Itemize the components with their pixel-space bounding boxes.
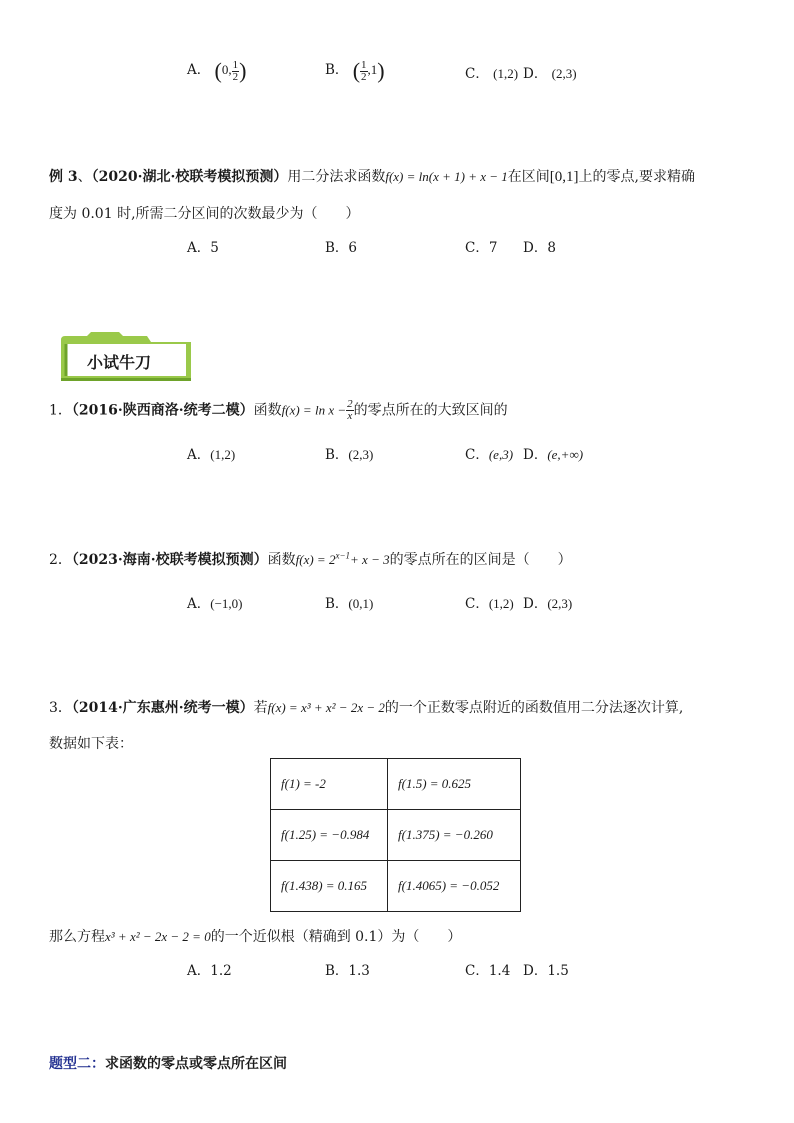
topic2-label: 题型二： [49, 1056, 105, 1072]
q3-line3 [49, 926, 461, 946]
q2-option-b-label: B． [325, 596, 349, 612]
q2-option-a-text: (−1,0) [210, 596, 243, 611]
q3-equation: x³ + x² − 2x − 2 = 0 [105, 929, 211, 944]
q2-option-c[interactable] [465, 592, 514, 612]
q3-option-a[interactable]: A．1.2 [187, 963, 232, 979]
q2-function-tail: + x − 3 [350, 552, 390, 567]
prev-option-d-text: (2,3) [551, 66, 577, 81]
q1-option-c[interactable] [465, 443, 513, 463]
table-cell: f(1.438) = 0.165 [271, 861, 388, 912]
q1-option-b-text: (2,3) [348, 447, 374, 462]
q2-function: f(x) = 2 [295, 552, 336, 567]
q3-values-table [270, 758, 521, 912]
q1-option-a-label: A． [187, 447, 211, 463]
q1-option-c-label: C． [465, 447, 489, 463]
q2-option-a[interactable] [187, 592, 243, 612]
q2-number: 2． [49, 552, 72, 568]
q2-option-d[interactable] [523, 592, 572, 612]
q3-line2: 数据如下表： [49, 736, 133, 752]
q3-line3-a: 那么方程 [49, 929, 105, 945]
q3-function: f(x) = x³ + x² − 2x − 2 [267, 700, 385, 715]
example3-line1 [49, 166, 695, 186]
q2-stem [49, 549, 572, 569]
example3-stem-a: 用二分法求函数 [287, 169, 386, 185]
q2-option-d-label: D． [523, 596, 548, 612]
q2-option-d-text: (2,3) [547, 596, 573, 611]
prev-option-c-label: C． [465, 66, 489, 82]
q3-option-d[interactable]: D．1.5 [523, 963, 569, 979]
q1-stem [49, 399, 508, 422]
example3-source: （2020·湖北·校联考模拟预测） [91, 169, 288, 185]
prev-option-a-interval: (0, $\frac{1}{2}$ ) [214, 58, 247, 84]
q1-option-d[interactable] [523, 443, 583, 463]
topic2-title: 求函数的零点或零点所在区间 [105, 1056, 287, 1072]
q3-number: 3． [49, 700, 72, 716]
prev-option-a[interactable] [187, 58, 246, 83]
q1-stem-b: 的零点所在的大致区间的 [353, 402, 508, 419]
example3-function: f(x) = ln(x + 1) + x − 1 [385, 169, 508, 184]
banner-label: 小试牛刀 [87, 353, 152, 372]
example3-stem-b: 在区间 [507, 169, 550, 185]
q2-option-c-label: C． [465, 596, 489, 612]
example3-prefix: 例 3 [49, 169, 78, 185]
prev-option-c[interactable] [465, 62, 518, 82]
q3-stem-a: 若 [253, 700, 268, 716]
q3-source: （2014·广东惠州·统考一模） [71, 700, 254, 716]
q1-option-c-text: (e,3) [488, 447, 514, 462]
table-cell: f(1) = -2 [271, 759, 388, 810]
example3-sep: 、 [77, 169, 92, 185]
q1-option-d-label: D． [523, 447, 548, 463]
table-row [271, 861, 521, 912]
q1-stem-a: 函数 [253, 402, 282, 419]
q3-line3-b: 的一个近似根（精确到 0.1）为（ ） [210, 929, 462, 945]
q3-option-b[interactable]: B．1.3 [325, 963, 370, 979]
example3-line2: 度为 0.01 时,所需二分区间的次数最少为（ ） [49, 206, 360, 222]
table-row [271, 810, 521, 861]
q1-fraction [346, 399, 354, 422]
q1-number: 1． [49, 402, 72, 419]
example3-interval: [0,1] [549, 169, 579, 185]
table-cell: f(1.25) = −0.984 [271, 810, 388, 861]
q2-stem-a: 函数 [267, 552, 296, 568]
q2-source: （2023·海南·校联考模拟预测） [71, 552, 268, 568]
prev-option-b-interval: ( $\frac{1}{2}$ ,1) [352, 58, 385, 84]
q1-source: （2016·陕西商洛·统考二模） [71, 402, 254, 419]
prev-option-b-label: B． [325, 62, 349, 78]
prev-option-c-text: (1,2) [493, 66, 519, 81]
example3-option-a[interactable]: A．5 [187, 240, 219, 256]
q1-function: f(x) = ln x − [281, 402, 347, 418]
table-row [271, 759, 521, 810]
q2-exponent: x−1 [335, 550, 351, 561]
q1-option-a[interactable] [187, 443, 235, 463]
example3-option-d[interactable]: D．8 [523, 240, 556, 256]
prev-option-d[interactable] [523, 62, 577, 82]
q1-option-b-label: B． [325, 447, 349, 463]
q2-option-b[interactable] [325, 592, 373, 612]
q2-option-a-label: A． [187, 596, 211, 612]
q3-stem-b: 的一个正数零点附近的函数值用二分法逐次计算, [384, 700, 684, 716]
table-cell: f(1.375) = −0.260 [388, 810, 521, 861]
prev-option-d-label: D． [523, 66, 548, 82]
q3-option-c[interactable]: C．1.4 [465, 963, 511, 979]
q1-option-d-text: (e,+∞) [547, 447, 584, 462]
example3-stem-c: 上的零点,要求精确 [578, 169, 695, 185]
q2-stem-b: 的零点所在的区间是（ ） [389, 552, 572, 568]
example3-option-c[interactable]: C．7 [465, 240, 498, 256]
q1-frac-den: x [347, 410, 353, 422]
q1-option-a-text: (1,2) [210, 447, 236, 462]
q1-frac-num: 2 [347, 398, 353, 410]
q3-stem [49, 697, 683, 717]
topic2-heading [49, 1053, 287, 1073]
q1-option-b[interactable] [325, 443, 373, 463]
table-cell: f(1.5) = 0.625 [388, 759, 521, 810]
table-cell: f(1.4065) = −0.052 [388, 861, 521, 912]
q2-option-b-text: (0,1) [348, 596, 374, 611]
example3-option-b[interactable]: B．6 [325, 240, 358, 256]
section-banner [57, 330, 195, 382]
prev-option-a-label: A． [187, 62, 211, 78]
q2-option-c-text: (1,2) [488, 596, 514, 611]
prev-option-b[interactable] [325, 58, 385, 83]
